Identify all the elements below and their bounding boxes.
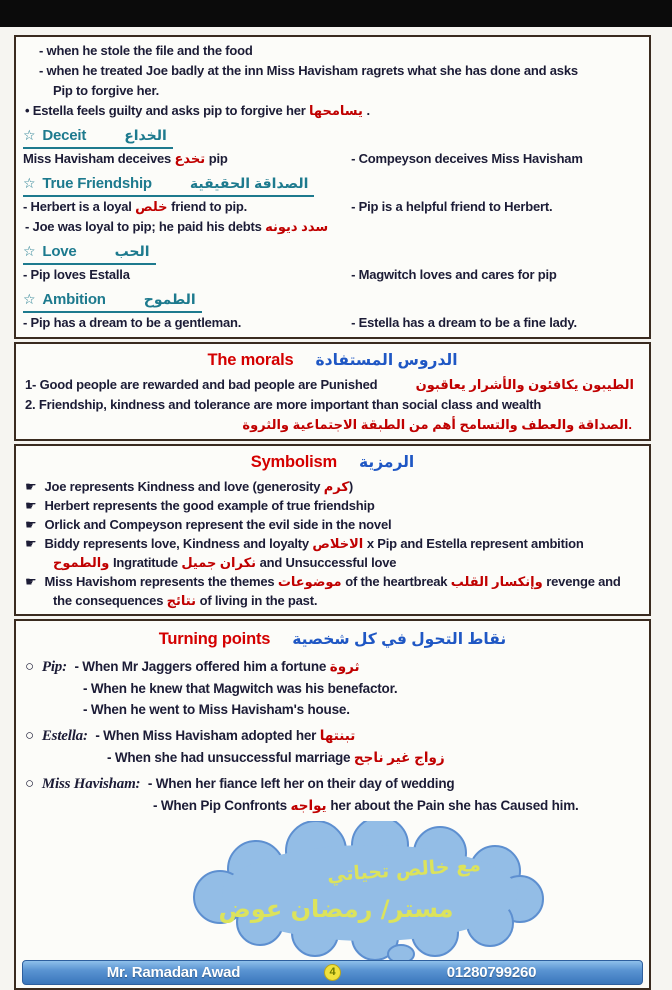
spacer: [377, 375, 415, 395]
subheading-ar: الخداع: [124, 127, 167, 143]
subheading-ar: الطموح: [143, 291, 196, 307]
section-morals: [14, 342, 651, 441]
text-line: [23, 61, 642, 81]
text-segment: خلص: [135, 199, 168, 214]
column-left: [23, 149, 351, 169]
text-segment: يسامحها: [309, 103, 363, 118]
column-right: [351, 265, 642, 285]
text-segment: - when he stole the file and the food: [39, 43, 253, 58]
circle-bullet-icon: ○: [25, 775, 34, 792]
subheading-en: True Friendship: [42, 175, 152, 192]
text-segment: كرم: [323, 479, 349, 494]
section-header: [23, 451, 642, 474]
text-segment: وإنكسار القلب: [450, 574, 543, 589]
text-segment: pip: [205, 151, 228, 166]
text-segment: الطيبون يكافئون والأشرار يعاقبون: [415, 377, 634, 392]
star-icon: ☆: [23, 175, 36, 191]
subheading-underline: [23, 289, 202, 313]
circle-bullet-icon: ○: [25, 727, 34, 744]
text-segment: Joe represents Kindness and love (generosity: [44, 479, 324, 494]
subheading-ar: الحب: [114, 243, 150, 259]
text-line: [23, 534, 642, 553]
finger-bullet-icon: ☛: [25, 479, 37, 494]
signature-cloud: [164, 821, 554, 973]
text-segment: • Estella feels guilty and asks pip to forgive her: [25, 103, 310, 118]
text-segment: Miss Havisham deceives: [23, 151, 175, 166]
theme-subheading: [23, 241, 642, 265]
text-line: [23, 375, 642, 395]
text-segment: friend to pip.: [167, 199, 248, 214]
column-right: [351, 197, 642, 217]
text-segment: الصداقة والعطف والتسامح أهم من الطبقة الاجتماعية والثروة.: [242, 417, 632, 432]
theme-subheading: [23, 125, 642, 149]
star-icon: ☆: [23, 243, 36, 259]
text-segment: ثروة: [329, 659, 360, 674]
text-segment: her about the Pain she has Caused him.: [326, 798, 579, 813]
text-line: [23, 656, 642, 678]
text-segment: of living in the past.: [195, 593, 318, 608]
text-segment: - When Pip Confronts: [153, 798, 291, 813]
text-line: [23, 415, 642, 435]
subheading-underline: [23, 125, 173, 149]
text-line: [23, 477, 642, 496]
character-name: Miss Havisham:: [41, 776, 141, 792]
section-turning-points-lines: [23, 656, 642, 816]
cloud-shape: [164, 821, 554, 973]
text-segment: - Pip has a dream to be a gentleman.: [23, 315, 242, 330]
text-segment: تبنتها: [319, 728, 356, 743]
column-left: [23, 313, 351, 333]
text-line: [23, 81, 642, 101]
text-segment: Biddy represents love, Kindness and loyalty: [44, 536, 313, 551]
footer-bar: [22, 960, 643, 985]
text-line: [23, 265, 642, 285]
text-segment: نتائج: [166, 593, 196, 608]
text-segment: - Herbert is a loyal: [23, 199, 136, 214]
text-line: [23, 217, 642, 237]
text-line: [23, 699, 642, 720]
footer-phone-number: 01280799260: [446, 964, 537, 981]
section-symbolism-lines: [23, 477, 642, 610]
section-title-ar: نقاط التحول في كل شخصية: [292, 631, 507, 648]
text-segment: x Pip and Estella represent ambition: [363, 536, 584, 551]
text-segment: ): [348, 479, 354, 494]
text-segment: نكران جميل: [181, 555, 257, 570]
text-line: [23, 553, 642, 572]
text-line: [23, 747, 642, 768]
scan-top-edge: [0, 0, 672, 27]
text-segment: .: [362, 103, 371, 118]
star-icon: ☆: [23, 291, 36, 307]
finger-bullet-icon: ☛: [25, 536, 37, 551]
page: [0, 27, 672, 990]
text-segment: and Unsuccessful love: [256, 555, 397, 570]
subheading-en: Ambition: [42, 291, 106, 308]
text-segment: - When Mr Jaggers offered him a fortune: [70, 659, 330, 674]
finger-bullet-icon: ☛: [25, 574, 37, 589]
text-segment: - Joe was loyal to pip; he paid his debts: [25, 219, 266, 234]
text-line: [23, 197, 642, 217]
text-segment: - Pip loves Estalla: [23, 267, 130, 282]
section-header: [23, 628, 642, 651]
text-segment: Herbert represents the good example of true friendship: [44, 498, 375, 513]
text-segment: the consequences: [53, 593, 167, 608]
text-line: [23, 572, 642, 591]
text-segment: يواجه: [290, 798, 327, 813]
text-segment: Orlick and Compeyson represent the evil side in the novel: [44, 517, 392, 532]
text-segment: - Magwitch loves and cares for pip: [351, 267, 557, 282]
character-name: Estella:: [41, 728, 88, 744]
text-line: [23, 795, 642, 816]
text-segment: revenge and: [542, 574, 621, 589]
section-header: [23, 349, 642, 372]
text-segment: 2. Friendship, kindness and tolerance are more important than social class and wealth: [25, 397, 542, 412]
text-segment: - When he knew that Magwitch was his benefactor.: [83, 681, 398, 696]
text-segment: of the heartbreak: [341, 574, 451, 589]
section-title-en: Symbolism: [250, 453, 337, 471]
finger-bullet-icon: ☛: [25, 498, 37, 513]
text-segment: تخدع: [174, 151, 206, 166]
section-title-en: Turning points: [158, 630, 271, 648]
subheading-underline: [23, 241, 156, 265]
text-line: [23, 496, 642, 515]
text-segment: Miss Havishom represents the themes: [44, 574, 278, 589]
section-title-ar: الرمزية: [359, 454, 415, 471]
section-turning-points: [14, 619, 651, 990]
text-line: [23, 725, 642, 747]
subheading-en: Deceit: [42, 127, 87, 144]
section-morals-lines: [23, 375, 642, 435]
section-themes: [14, 35, 651, 339]
text-line: [23, 591, 642, 610]
text-segment: - Compeyson deceives Miss Havisham: [351, 151, 583, 166]
text-segment: موضوعات: [277, 574, 342, 589]
section-title-en: The morals: [207, 351, 294, 369]
text-line: [23, 41, 642, 61]
text-segment: - When he went to Miss Havisham's house.: [83, 702, 350, 717]
text-line: [23, 395, 642, 415]
subheading-underline: [23, 173, 314, 197]
text-segment: - When Miss Havisham adopted her: [91, 728, 320, 743]
text-segment: سدد ديونه: [265, 219, 329, 234]
circle-bullet-icon: ○: [25, 658, 34, 675]
text-segment: - When she had unsuccessful marriage: [107, 750, 354, 765]
star-icon: ☆: [23, 127, 36, 143]
cloud-teacher-name: مستر/ رمضان عوض: [218, 895, 454, 923]
column-left: [23, 265, 351, 285]
text-segment: - When her fiance left her on their day of wedding: [144, 776, 455, 791]
footer-teacher-name: Mr. Ramadan Awad: [106, 964, 241, 981]
section-title-ar: الدروس المستفادة: [315, 352, 458, 369]
text-segment: Ingratitude: [109, 555, 182, 570]
text-segment: والطموح: [53, 555, 110, 570]
text-line: [23, 773, 642, 795]
theme-subheading: [23, 289, 642, 313]
text-segment: - Estella has a dream to be a fine lady.: [351, 315, 577, 330]
text-segment: زواج غير ناجح: [353, 750, 445, 765]
text-segment: - Pip is a helpful friend to Herbert.: [351, 199, 553, 214]
theme-subheading: [23, 173, 642, 197]
text-segment: الاخلاص: [312, 536, 364, 551]
page-number-badge: 4: [324, 964, 341, 981]
text-line: [23, 515, 642, 534]
text-line: [23, 149, 642, 169]
cloud-greeting-text: مع خالص تحياتي: [326, 853, 482, 887]
text-line: [23, 678, 642, 699]
column-right: [351, 149, 642, 169]
subheading-en: Love: [42, 243, 77, 260]
text-line: [23, 313, 642, 333]
text-segment: Pip to forgive her.: [53, 83, 159, 98]
text-segment: 1- Good people are rewarded and bad people are Punished: [25, 377, 378, 392]
finger-bullet-icon: ☛: [25, 517, 37, 532]
subheading-ar: الصداقة الحقيقية: [189, 175, 309, 191]
character-name: Pip:: [41, 659, 67, 675]
text-line: [23, 101, 642, 121]
text-segment: - when he treated Joe badly at the inn Miss Havisham ragrets what she has done and asks: [39, 63, 578, 78]
column-left: [23, 197, 351, 217]
section-themes-lines: [23, 41, 642, 333]
section-symbolism: [14, 444, 651, 616]
column-right: [351, 313, 642, 333]
